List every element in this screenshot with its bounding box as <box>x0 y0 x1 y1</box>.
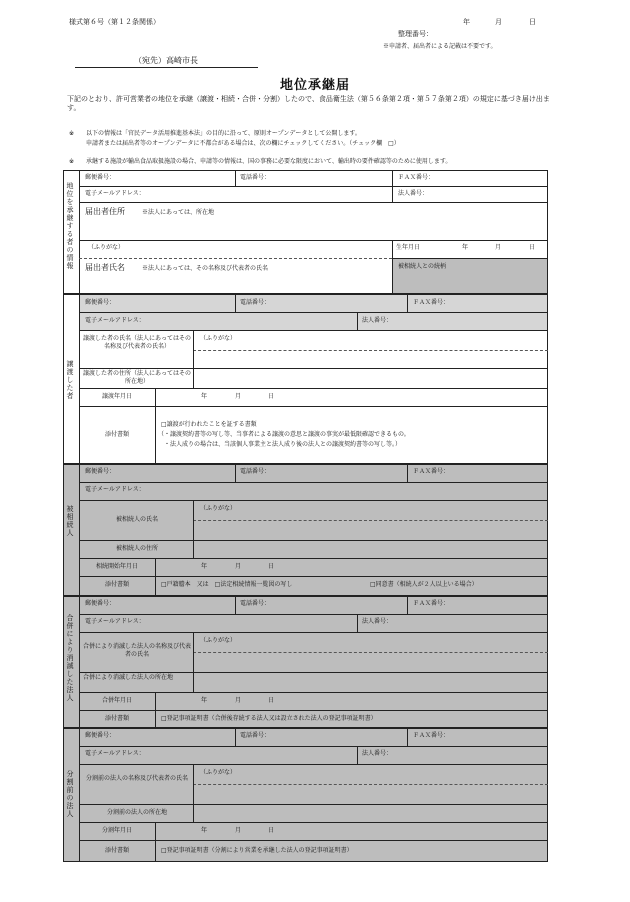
merger-name-label: 合併により消滅した法人の名称及び代表者の氏名 <box>83 643 192 658</box>
note1-line1: 以下の情報は「官民データ活用推進基本法」の目的に沿って、原則オープンデータとして公開します。 <box>86 130 361 137</box>
header-date-day: 日 <box>529 18 536 26</box>
inheritance-furigana-label: （ふりがな） <box>200 505 237 512</box>
inheritance-address-label: 被相続人の住所 <box>115 545 158 552</box>
division-postal-label: 郵便番号： <box>85 732 116 739</box>
reference-note: ※申請者、届出者による記載は不要です。 <box>383 43 497 50</box>
inheritance-attach-item1: □戸籍謄本 又は □法定相続情報一覧図の写し <box>161 581 293 588</box>
header-date-year: 年 <box>463 18 470 26</box>
merger-side-label: 合併により消滅した法人 <box>66 614 74 702</box>
successor-address-label: 届出者住所 <box>85 207 125 216</box>
transfer-date-year: 年 <box>201 393 208 400</box>
inheritance-date-year: 年 <box>201 563 208 570</box>
addressee: （宛先）高崎市長 <box>134 56 198 65</box>
successor-phone-label: 電話番号： <box>240 174 271 181</box>
successor-birth-label: 生年月日 <box>396 244 421 251</box>
merger-date-year: 年 <box>201 697 208 704</box>
successor-birth-day: 日 <box>529 244 536 251</box>
inheritance-postal-label: 郵便番号： <box>85 468 116 475</box>
division-attach-label: 添付書類 <box>104 847 129 854</box>
division-address-label: 分割前の法人の所在地 <box>106 809 167 816</box>
successor-name-label: 届出者氏名 <box>85 263 125 272</box>
merger-address-label: 合併により消滅した法人の所在地 <box>83 674 174 681</box>
successor-name-note: ※法人にあっては、その名称及び代表者の氏名 <box>142 265 268 272</box>
inheritance-attach-label: 添付書類 <box>104 581 129 588</box>
division-date-year: 年 <box>201 827 208 834</box>
division-date-label: 分割年月日 <box>101 827 132 834</box>
note1-line2: 申請者または届出者等のオープンデータに不都合がある場合は、次の欄にチェックしてください。（チェック欄 □） <box>86 140 400 147</box>
inheritance-email-label: 電子メールアドレス： <box>85 486 145 493</box>
transfer-phone-label: 電話番号： <box>240 299 271 306</box>
division-email-label: 電子メールアドレス： <box>85 750 145 757</box>
transfer-attach-item2: （・譲渡契約書等の写し等、当事者による譲渡の意思と譲渡の事実が最低限確認できるもの。 <box>158 431 410 438</box>
transfer-side-label: 譲渡した者 <box>66 360 74 400</box>
transfer-postal-label: 郵便番号： <box>85 299 116 306</box>
transfer-attach-item1: □譲渡が行われたことを証する書類 <box>161 421 257 428</box>
transfer-furigana-label: （ふりがな） <box>200 335 237 342</box>
transfer-corp-no-label: 法人番号： <box>362 317 393 324</box>
addressee-underline <box>75 67 258 68</box>
division-date-day: 日 <box>268 827 275 834</box>
inheritance-attach-item2: □同意書（相続人が２人以上いる場合） <box>370 581 478 588</box>
merger-email-label: 電子メールアドレス： <box>85 618 145 625</box>
inheritance-side-label: 被相続人 <box>66 505 74 537</box>
note2-mark: ※ <box>69 158 75 165</box>
division-phone-label: 電話番号： <box>240 732 271 739</box>
transfer-date-month: 月 <box>235 393 242 400</box>
page-title: 地位承継届 <box>279 78 350 93</box>
merger-date-label: 合併年月日 <box>101 697 132 704</box>
inheritance-date-day: 日 <box>268 563 275 570</box>
note2-text: 承継する施設が輸出食品取扱施設の場合、申請等の情報は、国の事務に必要な限度において、輸出時の要件確認等のために使用します。 <box>86 158 452 165</box>
merger-postal-label: 郵便番号： <box>85 600 116 607</box>
successor-birth-month: 月 <box>495 244 502 251</box>
inheritance-date-label: 相続開始年月日 <box>95 563 138 570</box>
transfer-email-label: 電子メールアドレス： <box>85 317 145 324</box>
intro-text: 下記のとおり、許可営業者の地位を承継（譲渡・相続・合併・分割）したので、食品衛生法（第５６条第２項・第５７条第２項）の規定に基づき届け出ます。 <box>67 95 550 112</box>
transfer-date-label: 譲渡年月日 <box>101 393 132 400</box>
successor-furigana-label: （ふりがな） <box>88 244 125 251</box>
division-corp-no-label: 法人番号： <box>362 750 393 757</box>
inheritance-fax-label: ＦＡＸ番号： <box>413 468 450 475</box>
merger-furigana-label: （ふりがな） <box>200 637 237 644</box>
successor-corp-no-label: 法人番号： <box>398 190 429 197</box>
division-date-month: 月 <box>235 827 242 834</box>
transfer-date-day: 日 <box>268 393 275 400</box>
transfer-attach-label: 添付書類 <box>104 431 129 438</box>
inheritance-date-month: 月 <box>235 563 242 570</box>
successor-email-label: 電子メールアドレス： <box>85 190 145 197</box>
successor-relation-label: 被相続人との続柄 <box>398 263 447 270</box>
successor-address-note: ※法人にあっては、所在地 <box>142 209 214 216</box>
inheritance-name-label: 被相続人の氏名 <box>115 516 158 523</box>
successor-side-label: 地位を承継する者の情報 <box>66 182 74 270</box>
merger-attach-label: 添付書類 <box>104 715 129 722</box>
merger-date-month: 月 <box>235 697 242 704</box>
merger-phone-label: 電話番号： <box>240 600 271 607</box>
transfer-attach-item3: ・法人成りの場合は、当該個人事業主と法人成り後の法人との譲渡契約書等の写し等。） <box>164 441 402 448</box>
division-fax-label: ＦＡＸ番号： <box>413 732 450 739</box>
successor-birth-year: 年 <box>462 244 469 251</box>
division-side-label: 分割前の法人 <box>66 770 74 818</box>
successor-postal-label: 郵便番号： <box>85 174 116 181</box>
merger-attach-item1: □登記事項証明書（合併後存続する法人又は設立された法人の登記事項証明書） <box>161 715 377 722</box>
division-attach-item1: □登記事項証明書（分割により営業を承継した法人の登記事項証明書） <box>161 847 353 854</box>
transfer-address-label: 譲渡した者の住所（法人にあってはその所在地） <box>83 370 191 385</box>
header-date-month: 月 <box>495 18 502 26</box>
reference-label: 整理番号： <box>398 30 433 38</box>
division-name-label: 分割前の法人の名称及び代表者の氏名 <box>85 775 188 782</box>
note1-mark: ※ <box>69 130 75 137</box>
merger-corp-no-label: 法人番号： <box>362 618 393 625</box>
transfer-name-label: 譲渡した者の氏名（法人にあってはその名称及び代表者の氏名） <box>83 335 191 350</box>
form-number: 様式第６号（第１２条関係） <box>69 18 160 26</box>
inheritance-phone-label: 電話番号： <box>240 468 271 475</box>
transfer-fax-label: ＦＡＸ番号： <box>413 299 450 306</box>
merger-fax-label: ＦＡＸ番号： <box>413 600 450 607</box>
merger-date-day: 日 <box>268 697 275 704</box>
division-furigana-label: （ふりがな） <box>200 769 237 776</box>
successor-fax-label: ＦＡＸ番号： <box>398 174 435 181</box>
